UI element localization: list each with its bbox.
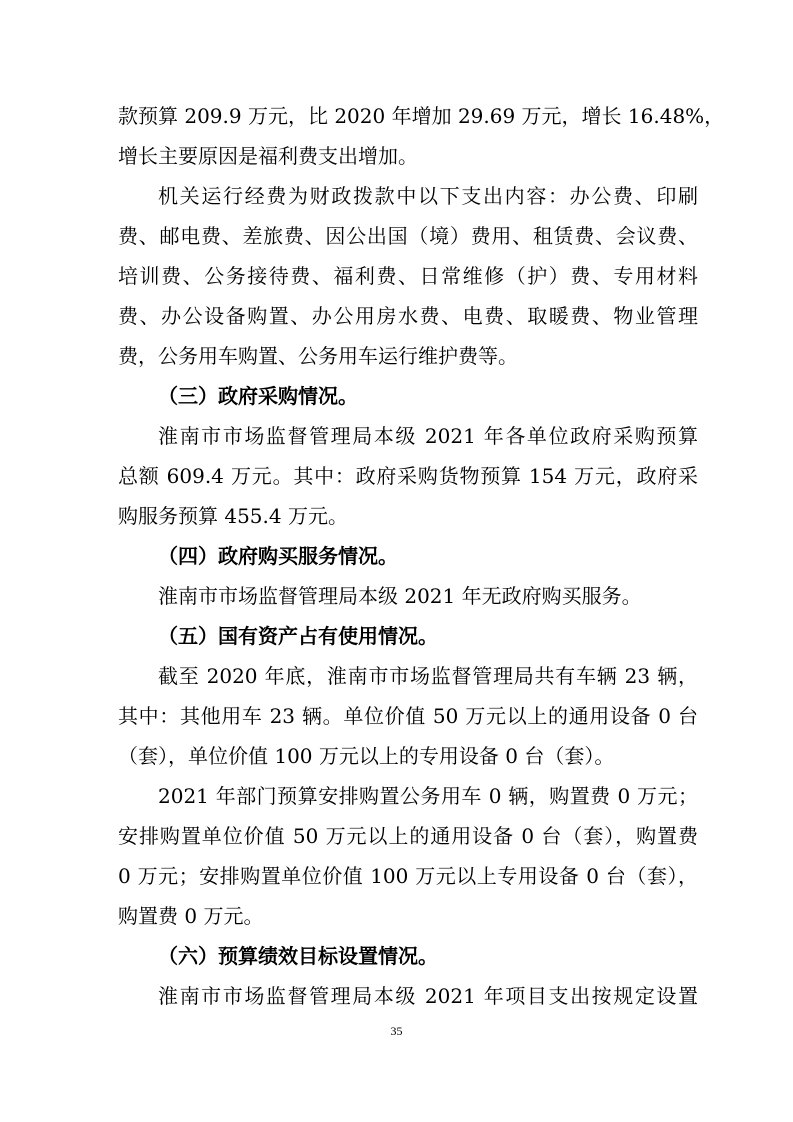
paragraph-line: 淮南市市场监督管理局本级 2021 年无政府购买服务。 — [158, 584, 642, 608]
paragraph-line: 购服务预算 455.4 万元。 — [118, 504, 348, 528]
section-heading: （五）国有资产占有使用情况。 — [158, 624, 438, 648]
section-heading: （六）预算绩效目标设置情况。 — [158, 944, 438, 968]
paragraph-line: 款预算 209.9 万元，比 2020 年增加 29.69 万元，增长 16.48%， — [118, 104, 725, 128]
paragraph-line: 机关运行经费为财政拨款中以下支出内容：办公费、印刷 — [158, 184, 698, 208]
paragraph-line: 费、邮电费、差旅费、因公出国（境）费用、租赁费、会议费、 — [118, 224, 698, 248]
paragraph-line: 费、办公设备购置、办公用房水费、电费、取暖费、物业管理 — [118, 304, 698, 328]
paragraph-line: 费，公务用车购置、公务用车运行维护费等。 — [118, 344, 518, 368]
paragraph-line: 0 万元；安排购置单位价值 100 万元以上专用设备 0 台（套）， — [118, 864, 698, 888]
page-number: 35 — [390, 1024, 403, 1038]
paragraph-line: 淮南市市场监督管理局本级 2021 年各单位政府采购预算 — [158, 424, 698, 448]
paragraph-line: （套），单位价值 100 万元以上的专用设备 0 台（套）。 — [118, 744, 615, 768]
paragraph-line: 培训费、公务接待费、福利费、日常维修（护）费、专用材料 — [118, 264, 698, 288]
paragraph-line: 增长主要原因是福利费支出增加。 — [118, 144, 418, 168]
section-heading: （四）政府购买服务情况。 — [158, 544, 398, 568]
paragraph-line: 2021 年部门预算安排购置公务用车 0 辆，购置费 0 万元； — [158, 784, 698, 808]
page-body — [118, 96, 725, 1016]
paragraph-line: 总额 609.4 万元。其中：政府采购货物预算 154 万元，政府采 — [118, 464, 698, 488]
paragraph-line: 淮南市市场监督管理局本级 2021 年项目支出按规定设置 — [158, 984, 698, 1008]
paragraph-line: 安排购置单位价值 50 万元以上的通用设备 0 台（套），购置费 — [118, 824, 698, 848]
paragraph-line: 购置费 0 万元。 — [118, 904, 264, 928]
section-heading: （三）政府采购情况。 — [158, 384, 358, 408]
paragraph-line: 其中：其他用车 23 辆。单位价值 50 万元以上的通用设备 0 台 — [118, 704, 698, 728]
paragraph-line: 截至 2020 年底，淮南市市场监督管理局共有车辆 23 辆， — [158, 664, 698, 688]
